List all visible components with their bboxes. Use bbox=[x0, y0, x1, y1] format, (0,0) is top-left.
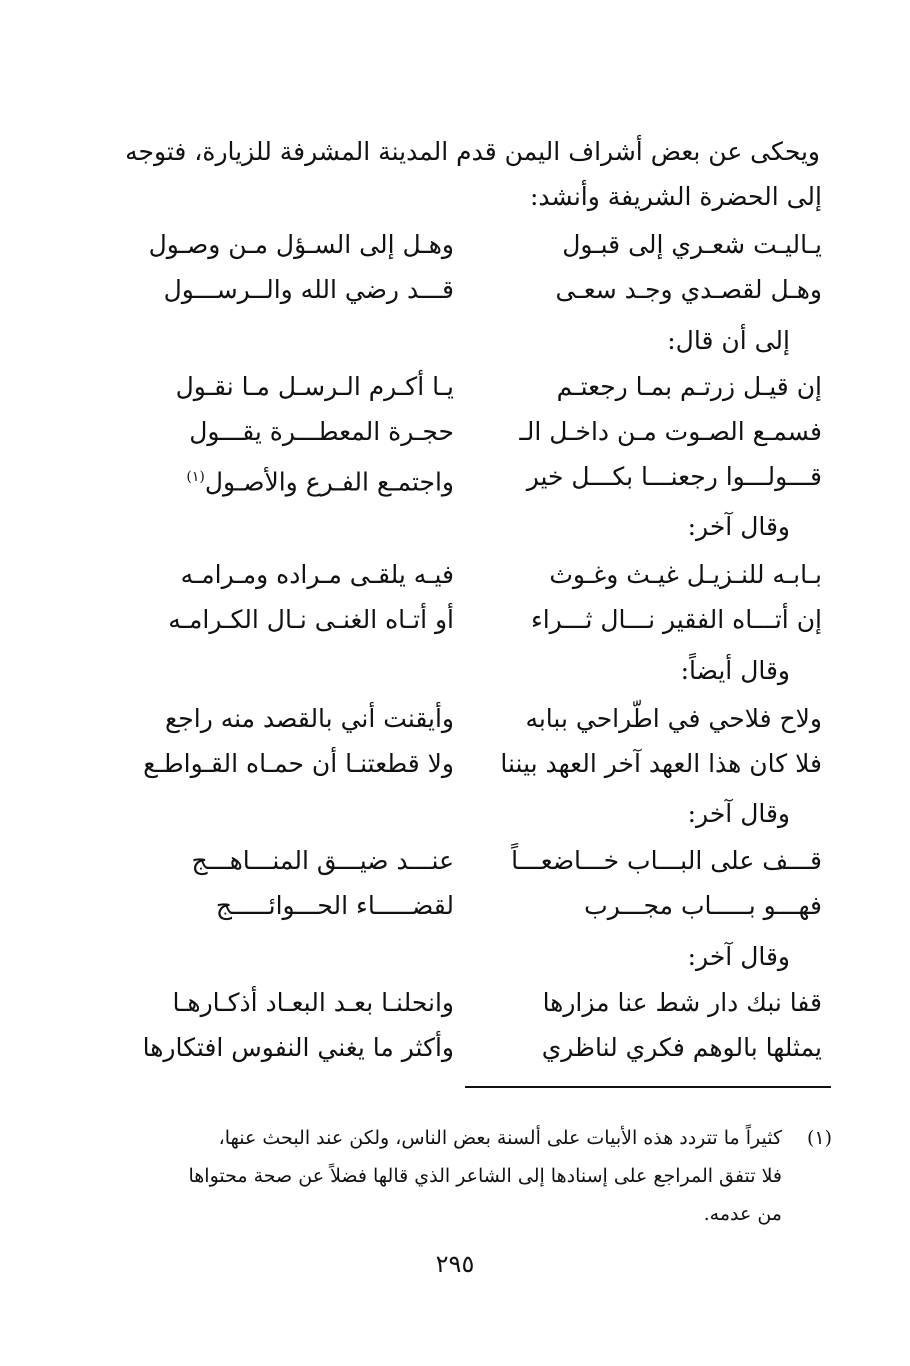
verse-6-left: فيـه يلقـى مـراده ومـرامـه bbox=[180, 560, 454, 589]
verse-11-right: فهـــو بـــــاب مجـــرب bbox=[584, 891, 822, 920]
verse-12-right: قفا نبك دار شط عنا مزارها bbox=[542, 988, 822, 1017]
verse-9-left: ولا قطعتنـا أن حمـاه القـواطـع bbox=[143, 749, 454, 778]
verse-3-right: إن قيـل زرتـم بمـا رجعتـم bbox=[556, 372, 822, 401]
footnote-line-1: كثيراً ما تتردد هذه الأبيات على ألسنة بعض الناس، ولكن عند البحث عنها، bbox=[218, 1127, 782, 1149]
caption-1: إلى أن قال: bbox=[667, 326, 790, 355]
verse-7-right: إن أتـــاه الفقير نـــال ثـــراء bbox=[530, 605, 822, 634]
verse-5-left-text: واجتمـع الفـرع والأصـول bbox=[204, 467, 454, 497]
verse-1-right: يـاليـت شعـري إلى قبـول bbox=[562, 230, 822, 259]
verse-13-left: وأكثر ما يغني النفوس افتكارها bbox=[142, 1033, 454, 1062]
footnote-line-2: فلا تتفق المراجع على إسنادها إلى الشاعر الذي قالها فضلاً عن صحة محتواها bbox=[188, 1165, 782, 1187]
verse-1-left: وهـل إلى السـؤل مـن وصـول bbox=[148, 230, 454, 259]
intro-line-2: إلى الحضرة الشريفة وأنشد: bbox=[529, 182, 822, 211]
page-number: ٢٩٥ bbox=[435, 1250, 475, 1278]
caption-5: وقال آخر: bbox=[687, 942, 790, 971]
footnote-ref: (١) bbox=[186, 469, 205, 485]
verse-4-left: حجـرة المعطـــرة يقـــول bbox=[189, 417, 454, 446]
caption-4: وقال آخر: bbox=[687, 799, 790, 828]
verse-10-right: قـــف على البـــاب خـــاضعـــاً bbox=[511, 846, 822, 875]
verse-11-left: لقضـــــاء الحـــوائـــــج bbox=[215, 891, 454, 920]
footnote-line-3: من عدمه. bbox=[703, 1203, 782, 1225]
intro-line-1: ويحكى عن بعض أشراف اليمن قدم المدينة المشرفة للزيارة، فتوجه bbox=[125, 137, 820, 166]
verse-3-left: يـا أكـرم الـرسـل مـا نقـول bbox=[175, 372, 454, 401]
verse-5-left bbox=[186, 458, 454, 501]
verse-6-right: بـابـه للنـزيـل غيـث وغـوث bbox=[549, 560, 822, 589]
verse-12-left: وانحلنـا بعـد البعـاد أذكـارهـا bbox=[172, 988, 454, 1017]
verse-5-right: قـــولـــوا رجعنـــا بكـــل خير bbox=[526, 462, 822, 491]
verse-13-right: يمثلها بالوهم فكري لناظري bbox=[541, 1033, 822, 1062]
verse-8-left: وأيقنت أني بالقصد منه راجع bbox=[164, 704, 454, 733]
verse-10-left: عنـــد ضيـــق المنـــاهـــج bbox=[191, 846, 454, 875]
caption-3: وقال أيضاً: bbox=[680, 656, 790, 685]
verse-7-left: أو أتـاه الغنـى نـال الكـرامـه bbox=[168, 605, 454, 634]
caption-2: وقال آخر: bbox=[687, 512, 790, 541]
footnote-marker: (١) bbox=[806, 1127, 832, 1149]
verse-4-right: فسمـع الصـوت مـن داخـل الـ bbox=[519, 417, 822, 446]
verse-2-right: وهـل لقصـدي وجـد سعـى bbox=[555, 275, 822, 304]
footnote-divider bbox=[465, 1086, 831, 1088]
verse-2-left: قـــد رضي الله والــرســـول bbox=[163, 275, 454, 304]
verse-9-right: فلا كان هذا العهد آخر العهد بيننا bbox=[500, 749, 822, 778]
verse-8-right: ولاح فلاحي في اطّراحي ببابه bbox=[525, 704, 822, 733]
